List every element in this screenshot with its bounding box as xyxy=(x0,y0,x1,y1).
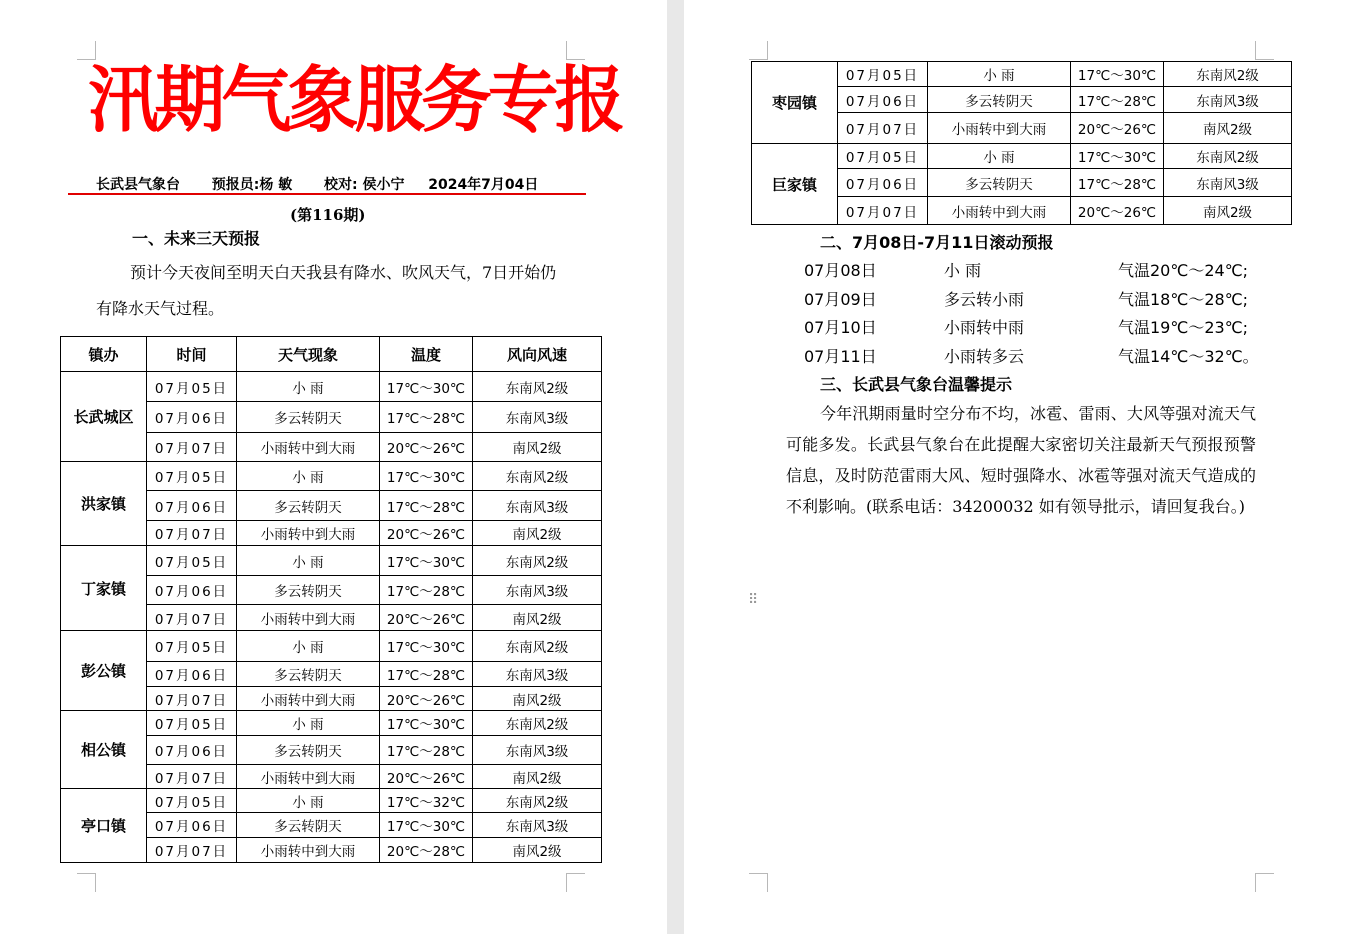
temperature-cell: 17℃～32℃ xyxy=(380,789,473,813)
town-name: 枣园镇 xyxy=(752,62,838,144)
temperature-cell: 17℃～28℃ xyxy=(380,736,473,765)
wind-cell: 东南风2级 xyxy=(1164,144,1292,169)
weather-cell: 小雨转中到大雨 xyxy=(237,765,380,789)
temperature-cell: 17℃～30℃ xyxy=(380,546,473,576)
town-name: 巨家镇 xyxy=(752,144,838,225)
rolling-temperature: 气温19℃～23℃; xyxy=(1118,318,1249,337)
forecast-table xyxy=(60,336,602,863)
drag-handle-icon[interactable]: ⠿ xyxy=(748,592,759,608)
temperature-cell: 20℃～26℃ xyxy=(380,687,473,711)
date-cell: 07月07日 xyxy=(147,687,237,711)
date-cell: 07月06日 xyxy=(147,662,237,687)
date-cell: 07月06日 xyxy=(838,87,928,113)
document-page-left xyxy=(0,0,667,934)
wind-cell: 东南风3级 xyxy=(473,813,602,838)
wind-cell: 东南风3级 xyxy=(473,576,602,605)
town-name: 丁家镇 xyxy=(61,546,147,631)
rolling-weather: 小雨转多云 xyxy=(944,347,1025,366)
temperature-cell: 17℃～30℃ xyxy=(380,462,473,491)
weather-cell: 小 雨 xyxy=(237,631,380,662)
wind-cell: 南风2级 xyxy=(473,765,602,789)
weather-cell: 小雨转中到大雨 xyxy=(928,113,1071,144)
date-cell: 07月06日 xyxy=(147,736,237,765)
rolling-weather: 小雨转中雨 xyxy=(944,318,1025,337)
date-cell: 07月07日 xyxy=(147,765,237,789)
date-cell: 07月07日 xyxy=(838,197,928,225)
date-cell: 07月05日 xyxy=(838,144,928,169)
section1-text: 预计今天夜间至明天白天我县有降水、吹风天气，7日开始仍有降水天气过程。 xyxy=(96,263,557,318)
weather-cell: 多云转阴天 xyxy=(237,576,380,605)
column-header: 镇办 xyxy=(61,337,147,372)
table-row xyxy=(61,372,602,402)
wind-cell: 南风2级 xyxy=(1164,197,1292,225)
wind-cell: 南风2级 xyxy=(473,687,602,711)
temperature-cell: 20℃～26℃ xyxy=(380,433,473,462)
weather-cell: 小 雨 xyxy=(928,62,1071,87)
table-row xyxy=(61,789,602,813)
weather-cell: 小雨转中到大雨 xyxy=(237,433,380,462)
table-row xyxy=(61,462,602,491)
weather-cell: 多云转阴天 xyxy=(237,402,380,433)
date-cell: 07月05日 xyxy=(147,462,237,491)
weather-cell: 小 雨 xyxy=(237,711,380,736)
section2-title: 二、7月08日-7月11日滚动预报 xyxy=(820,233,1054,252)
wind-cell: 东南风2级 xyxy=(473,711,602,736)
page-gutter xyxy=(667,0,684,934)
temperature-cell: 17℃～28℃ xyxy=(1071,169,1164,197)
date-cell: 07月05日 xyxy=(147,631,237,662)
temperature-cell: 17℃～30℃ xyxy=(380,711,473,736)
weather-cell: 多云转阴天 xyxy=(237,736,380,765)
forecast-table-continued xyxy=(751,61,1292,225)
weather-cell: 多云转阴天 xyxy=(237,662,380,687)
table-row xyxy=(61,546,602,576)
weather-cell: 小 雨 xyxy=(237,372,380,402)
forecaster: 预报员:杨 敏 xyxy=(211,177,293,193)
weather-cell: 多云转阴天 xyxy=(237,491,380,521)
temperature-cell: 17℃～30℃ xyxy=(1071,144,1164,169)
weather-cell: 小雨转中到大雨 xyxy=(237,605,380,631)
temperature-cell: 17℃～30℃ xyxy=(380,631,473,662)
weather-cell: 小 雨 xyxy=(928,144,1071,169)
column-header: 风向风速 xyxy=(473,337,602,372)
weather-cell: 小 雨 xyxy=(237,789,380,813)
date-cell: 07月05日 xyxy=(147,789,237,813)
weather-cell: 小雨转中到大雨 xyxy=(928,197,1071,225)
wind-cell: 南风2级 xyxy=(473,838,602,863)
table-row xyxy=(61,631,602,662)
margin-mark xyxy=(749,41,768,60)
rolling-temperature: 气温20℃～24℃; xyxy=(1118,261,1249,280)
town-name: 亭口镇 xyxy=(61,789,147,863)
weather-cell: 多云转阴天 xyxy=(928,87,1071,113)
rolling-date: 07月11日 xyxy=(804,347,877,366)
date-cell: 07月05日 xyxy=(147,711,237,736)
date-cell: 07月06日 xyxy=(147,402,237,433)
margin-mark xyxy=(566,873,585,892)
date-cell: 07月07日 xyxy=(147,521,237,546)
temperature-cell: 20℃～26℃ xyxy=(1071,113,1164,144)
date-cell: 07月07日 xyxy=(147,605,237,631)
weather-cell: 小 雨 xyxy=(237,546,380,576)
date-cell: 07月07日 xyxy=(147,838,237,863)
wind-cell: 东南风3级 xyxy=(473,402,602,433)
wind-cell: 东南风3级 xyxy=(473,736,602,765)
table-header-row xyxy=(61,337,602,372)
date-cell: 07月05日 xyxy=(147,372,237,402)
issue-number: (第116期) xyxy=(290,206,366,224)
wind-cell: 东南风3级 xyxy=(473,662,602,687)
weather-cell: 小 雨 xyxy=(237,462,380,491)
rolling-temperature: 气温14℃～32℃。 xyxy=(1118,347,1259,366)
table-row xyxy=(752,144,1292,169)
wind-cell: 南风2级 xyxy=(473,605,602,631)
weather-cell: 小雨转中到大雨 xyxy=(237,838,380,863)
rolling-date: 07月10日 xyxy=(804,318,877,337)
temperature-cell: 17℃～30℃ xyxy=(380,372,473,402)
date-cell: 07月06日 xyxy=(147,491,237,521)
wind-cell: 东南风2级 xyxy=(1164,62,1292,87)
town-name: 长武城区 xyxy=(61,372,147,462)
wind-cell: 东南风3级 xyxy=(1164,87,1292,113)
table-row xyxy=(61,711,602,736)
temperature-cell: 17℃～28℃ xyxy=(380,576,473,605)
report-meta-line xyxy=(96,174,538,194)
wind-cell: 南风2级 xyxy=(1164,113,1292,144)
margin-mark xyxy=(77,873,96,892)
wind-cell: 东南风3级 xyxy=(473,491,602,521)
temperature-cell: 17℃～28℃ xyxy=(380,662,473,687)
temperature-cell: 17℃～30℃ xyxy=(1071,62,1164,87)
wind-cell: 东南风2级 xyxy=(473,789,602,813)
date-cell: 07月06日 xyxy=(838,169,928,197)
column-header: 天气现象 xyxy=(237,337,380,372)
weather-cell: 小雨转中到大雨 xyxy=(237,521,380,546)
date-cell: 07月07日 xyxy=(147,433,237,462)
temperature-cell: 20℃～26℃ xyxy=(1071,197,1164,225)
temperature-cell: 17℃～30℃ xyxy=(380,813,473,838)
column-header: 时间 xyxy=(147,337,237,372)
town-name: 彭公镇 xyxy=(61,631,147,711)
wind-cell: 南风2级 xyxy=(473,521,602,546)
rolling-temperature: 气温18℃～28℃; xyxy=(1118,290,1249,309)
wind-cell: 东南风3级 xyxy=(1164,169,1292,197)
weather-cell: 小雨转中到大雨 xyxy=(237,687,380,711)
checker: 校对: 侯小宁 xyxy=(323,177,405,193)
section3-text: 今年汛期雨量时空分布不均，冰雹、雷雨、大风等强对流天气可能多发。长武县气象台在此提醒大家密切关注最新天气预报预警信息，及时防范雷雨大风、短时强降水、冰雹等强对流天气造成的不利影响。(联系电话：34200032 如有领导批示，请回复我台。) xyxy=(786,404,1256,516)
wind-cell: 东南风2级 xyxy=(473,462,602,491)
wind-cell: 东南风2级 xyxy=(473,631,602,662)
rolling-date: 07月09日 xyxy=(804,290,877,309)
temperature-cell: 20℃～26℃ xyxy=(380,765,473,789)
wind-cell: 东南风2级 xyxy=(473,546,602,576)
date-cell: 07月06日 xyxy=(147,813,237,838)
temperature-cell: 20℃～26℃ xyxy=(380,521,473,546)
town-name: 相公镇 xyxy=(61,711,147,789)
margin-mark xyxy=(1255,41,1274,60)
wind-cell: 东南风2级 xyxy=(473,372,602,402)
date-cell: 07月07日 xyxy=(838,113,928,144)
rolling-date: 07月08日 xyxy=(804,261,877,280)
weather-cell: 多云转阴天 xyxy=(928,169,1071,197)
wind-cell: 南风2级 xyxy=(473,433,602,462)
temperature-cell: 17℃～28℃ xyxy=(380,402,473,433)
header-divider xyxy=(68,193,586,195)
town-name: 洪家镇 xyxy=(61,462,147,546)
date-cell: 07月06日 xyxy=(147,576,237,605)
column-header: 温度 xyxy=(380,337,473,372)
table-row xyxy=(752,62,1292,87)
date-cell: 07月05日 xyxy=(147,546,237,576)
temperature-cell: 17℃～28℃ xyxy=(1071,87,1164,113)
weather-cell: 多云转阴天 xyxy=(237,813,380,838)
section3-title: 三、长武县气象台温馨提示 xyxy=(820,375,1013,394)
report-date: 2024年7月04日 xyxy=(428,177,539,193)
rolling-weather: 多云转小雨 xyxy=(944,290,1025,309)
section1-title: 一、未来三天预报 xyxy=(132,229,261,248)
station-name: 长武县气象台 xyxy=(96,177,180,193)
rolling-weather: 小 雨 xyxy=(944,261,982,280)
margin-mark xyxy=(1255,873,1274,892)
date-cell: 07月05日 xyxy=(838,62,928,87)
report-banner-title: 汛期气象服务专报 xyxy=(88,57,622,142)
margin-mark xyxy=(749,873,768,892)
temperature-cell: 17℃～28℃ xyxy=(380,491,473,521)
temperature-cell: 20℃～28℃ xyxy=(380,838,473,863)
temperature-cell: 20℃～26℃ xyxy=(380,605,473,631)
